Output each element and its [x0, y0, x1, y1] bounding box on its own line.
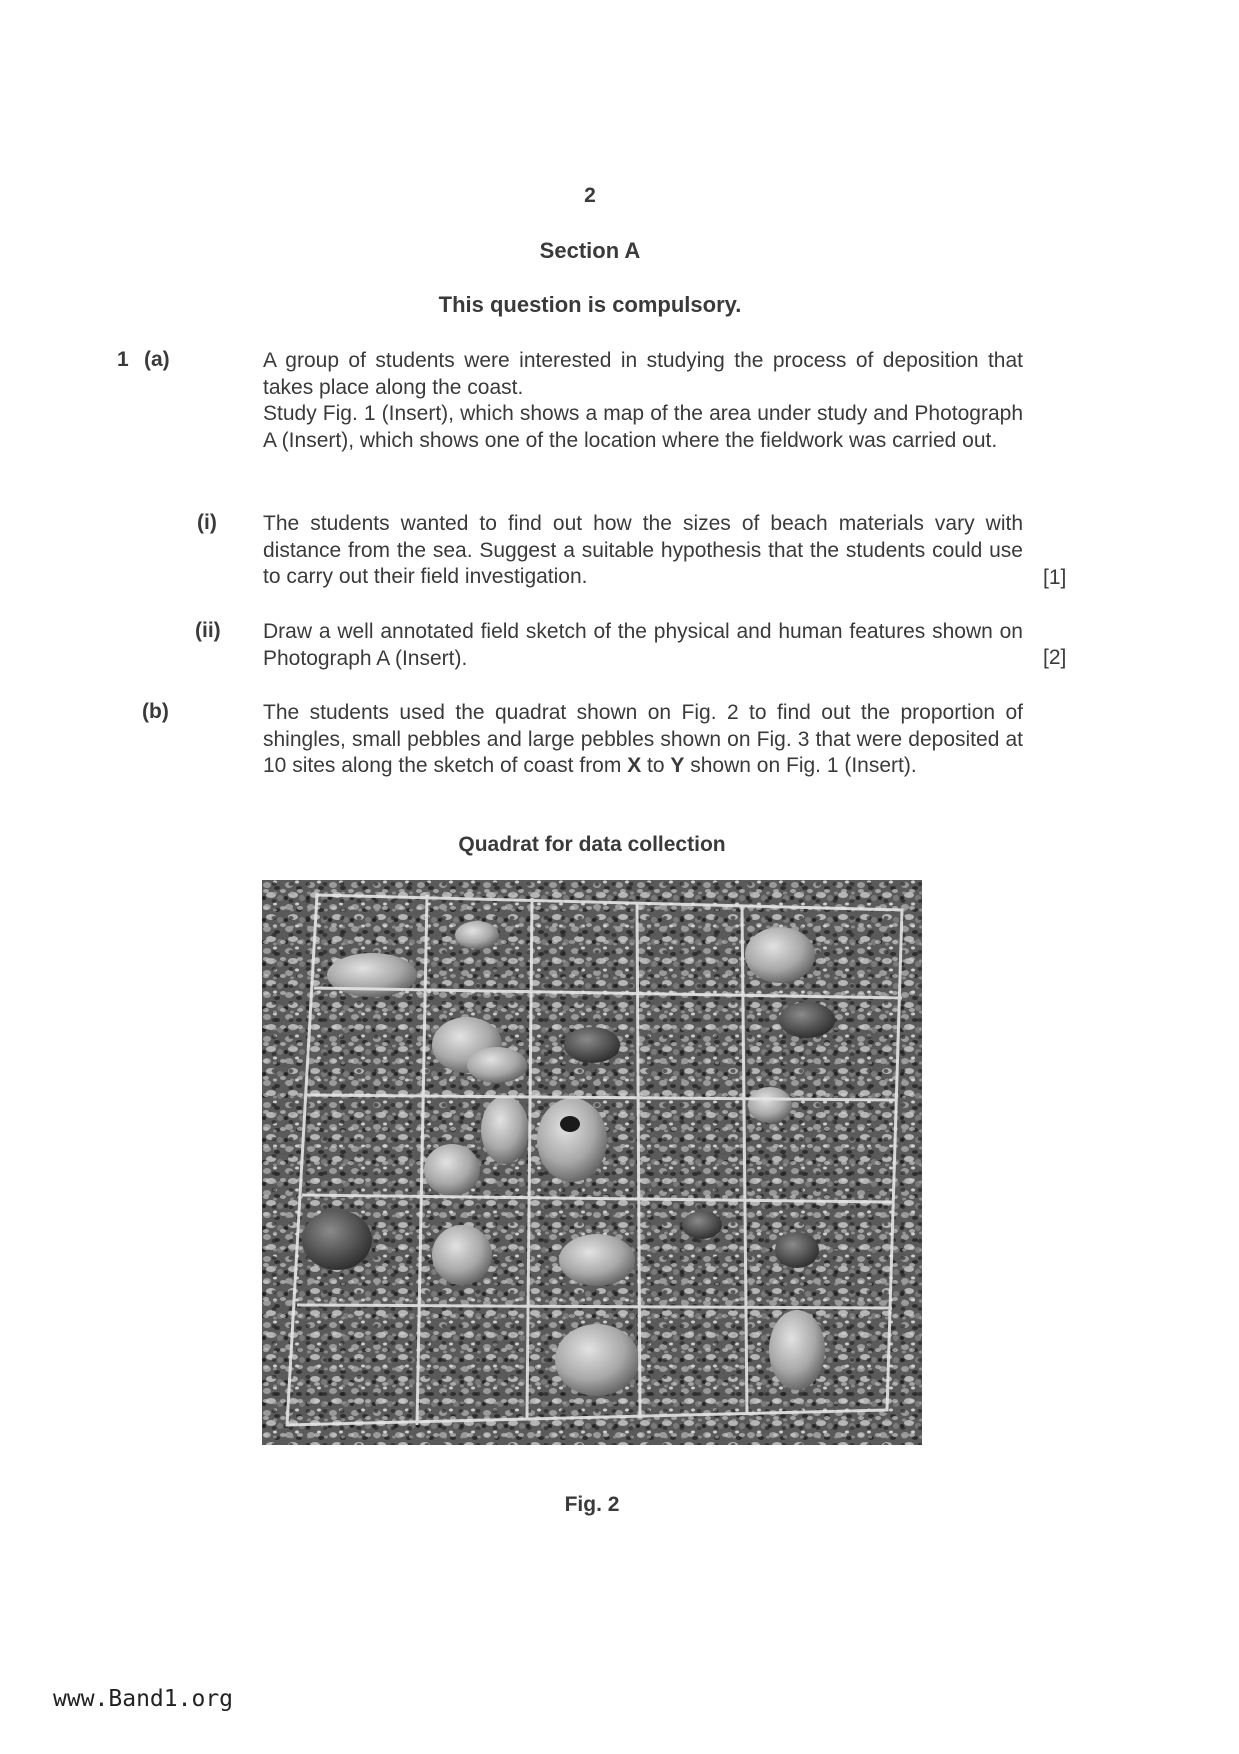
- sub-ii-label: (ii): [195, 619, 221, 642]
- point-x: X: [627, 754, 642, 777]
- sub-ii-text: Draw a well annotated field sketch of the physical and human features shown on Photograph A (Insert).: [263, 620, 1023, 670]
- sub-ii-marks: [2]: [1043, 646, 1067, 669]
- instruction: This question is compulsory.: [438, 292, 742, 317]
- part-b-text-1: The students used the quadrat shown on Fig. 2 to find out the proportion of shingles, small pebbles and large pebbles shown on Fig. 3 that were deposited at 10 sites along the sketch of coast from: [263, 701, 1023, 777]
- sub-i-label: (i): [197, 511, 217, 534]
- section-title: Section A: [539, 238, 641, 263]
- sub-i-marks: [1]: [1043, 566, 1067, 589]
- part-a-intro-2: Study Fig. 1 (Insert), which shows a map of the area under study and Photograph A (Insert), which shows one of the location where the fieldwork was carried out.: [263, 402, 1023, 452]
- part-a-label: (a): [144, 348, 170, 371]
- quadrat-photo-image: [262, 880, 922, 1445]
- quadrat-photo: [262, 880, 922, 1445]
- figure-caption: Fig. 2: [564, 1493, 620, 1516]
- question-number: 1: [117, 348, 129, 371]
- part-a-intro: [263, 348, 1023, 454]
- footer-watermark: www.Band1.org: [53, 1686, 234, 1712]
- part-b-text: [263, 700, 1023, 780]
- figure-title: Quadrat for data collection: [458, 833, 726, 856]
- part-a-intro-1: A group of students were interested in studying the process of deposition that takes place along the coast.: [263, 349, 1023, 399]
- part-b-text-3: shown on Fig. 1 (Insert).: [684, 754, 917, 777]
- sub-i-text: The students wanted to find out how the sizes of beach materials vary with distance from the sea. Suggest a suitable hypothesis that the students could use to carry out their field investigation.: [263, 512, 1023, 588]
- part-b-text-2: to: [641, 754, 671, 777]
- point-y: Y: [670, 754, 685, 777]
- part-b-label: (b): [142, 700, 169, 723]
- page-number: 2: [584, 184, 596, 207]
